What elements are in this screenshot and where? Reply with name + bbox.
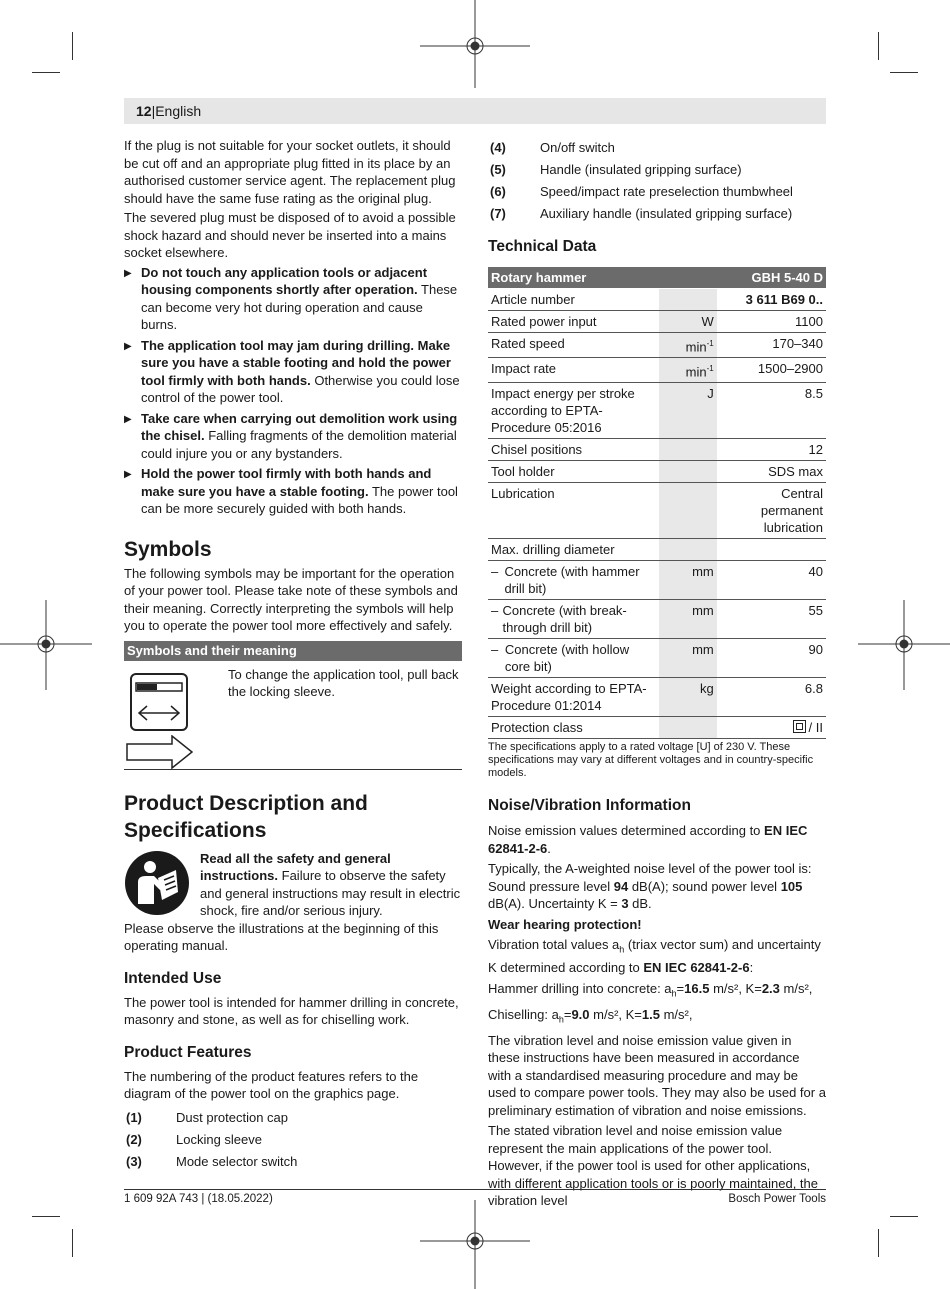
feature-item: (2) Locking sleeve (126, 1131, 262, 1147)
plug-paragraph: If the plug is not suitable for your socket outlets, it should be cut off and an appropriate plug fitted in its place by an authorised customer service agent. The replacement plug should have the same fuse rating as the original plug. (124, 138, 456, 206)
arrow-right-icon (126, 735, 194, 769)
safety-notice (124, 850, 462, 920)
safety-bullets (124, 264, 462, 518)
crop-mark (878, 32, 879, 60)
feature-item: (6) Speed/impact rate preselection thumbwheel (490, 184, 793, 199)
table-row: Weight according to EPTA-Procedure 01:2014 kg 6.8 (488, 678, 826, 717)
feature-item: (4) On/off switch (490, 140, 615, 155)
noise-vibration-title: Noise/Vibration Information (488, 797, 691, 815)
product-features-title: Product Features (124, 1043, 252, 1061)
symbols-intro: The following symbols may be important for the operation of your power tool. Please take note of these symbols and their meaning. Correctly interpreting the symbols will help you to operate the power tool more effectively and safely. (124, 565, 458, 633)
table-row: Protection class / II (488, 717, 826, 739)
page-header: 12|English (124, 98, 826, 124)
feature-list (488, 139, 826, 223)
vibration-measurement-paragraph: The vibration level and noise emission value given in these instructions have been measured in accordance with a standardised measuring procedure and may be used to compare power tools. They may also be used for a preliminary estimation of vibration and noise emissions. (488, 1032, 826, 1118)
safety-bullet: ▶ Take care when carrying out demolition work using the chisel. Falling fragments of the demolition material could injure you or any bystanders. (124, 410, 462, 463)
registration-mark-left (0, 600, 92, 690)
noise-level-paragraph: Typically, the A-weighted noise level of the power tool is: Sound pressure level 94 dB(A); sound power level 105 dB(A). Uncertainty K = 3 dB. (488, 861, 812, 912)
document-number: 1 609 92A 743 | (18.05.2022) (124, 1193, 273, 1205)
table-row: Max. drilling diameter (488, 539, 826, 561)
intended-use-text: The power tool is intended for hammer drilling in concrete, masonry and stone, as well as for chiselling work. (124, 994, 459, 1027)
table-row: Impact rate $\min^{-1}$ 1500–2900 (488, 357, 826, 382)
intended-use-title: Intended Use (124, 969, 222, 987)
left-column (124, 137, 462, 1175)
page-language: English (155, 103, 202, 119)
table-row: Article number 3 611 B69 0.. (488, 288, 826, 310)
observe-illustrations: Please observe the illustrations at the beginning of this operating manual. (124, 920, 439, 953)
safety-bold: Read all the safety and general instructions. (200, 850, 391, 883)
technical-data-note: The specifications apply to a rated voltage [U] of 230 V. These specifications may vary at different voltages and in country-specific models. (488, 741, 814, 780)
page-number: 12 (136, 103, 152, 119)
symbol-description: To change the application tool, pull back the locking sleeve. (228, 666, 459, 699)
crop-mark (890, 72, 918, 73)
registration-mark-bottom (420, 1200, 530, 1289)
table-row: Rated power input W 1100 (488, 310, 826, 332)
vibration-applications-paragraph: The stated vibration level and noise emission value represent the main applications of the power tool. However, if the power tool is used for other applications, with different application tools or is poorly maintained, the vibration level (488, 1123, 819, 1209)
registration-mark-top (420, 0, 530, 90)
feature-item: (7) Auxiliary handle (insulated gripping surface) (490, 206, 793, 221)
feature-item: (1) Dust protection cap (126, 1109, 289, 1125)
registration-mark-right (858, 600, 950, 690)
safety-text: Failure to observe the safety and general instructions may result in electric shock, fire and/or serious injury. (200, 868, 461, 918)
table-row: – Concrete (with hammer drill bit) mm 40 (488, 561, 826, 600)
symbols-table (124, 661, 462, 770)
table-row: Tool holder SDS max (488, 461, 826, 483)
table-row: – Concrete (with break-through drill bit) mm 55 (488, 600, 826, 639)
read-manual-icon (124, 850, 190, 916)
symbols-title: Symbols (124, 537, 212, 561)
feature-list (124, 1109, 462, 1171)
safety-bullet: ▶ Hold the power tool firmly with both hands and make sure you have a stable footing. The power tool can be more securely guided with both hands. (124, 465, 462, 518)
crop-mark (32, 1216, 60, 1217)
table-row: Lubrication Central permanent lubrication (488, 483, 826, 539)
locking-sleeve-icon (130, 673, 188, 731)
vibration-total-paragraph: Vibration total values $a_h$ (triax vector sum) and uncertainty K determined according to EN IEC 62841-2-6: (488, 937, 821, 976)
table-row: Impact energy per stroke according to EPTA-Procedure 05:2016 J 8.5 (488, 383, 826, 439)
severed-plug-paragraph: The severed plug must be disposed of to avoid a possible shock hazard and should never be inserted into a mains socket elsewhere. (124, 210, 456, 260)
safety-bullet: ▶ Do not touch any application tools or adjacent housing components shortly after operation. These can become very hot during operation and cause burns. (124, 264, 462, 334)
table-header-row: Rotary hammer GBH 5-40 D (488, 267, 826, 289)
crop-mark (890, 1216, 918, 1217)
crop-mark (72, 1229, 73, 1257)
crop-mark (32, 72, 60, 73)
chiselling-values: Chiselling: $a_h=9.0$ m/s², K=1.5 m/s², (488, 1006, 693, 1025)
table-row: Chisel positions 12 (488, 439, 826, 461)
table-row: – Concrete (with hollow core bit) mm 90 (488, 639, 826, 678)
feature-item: (5) Handle (insulated gripping surface) (490, 162, 742, 177)
technical-data-table (488, 267, 826, 740)
technical-data-title: Technical Data (488, 237, 597, 255)
brand-footer: Bosch Power Tools (728, 1193, 826, 1205)
crop-mark (72, 32, 73, 60)
table-row: Rated speed $\min^{-1}$ 170–340 (488, 332, 826, 357)
protection-class-icon (793, 720, 806, 733)
right-column (488, 139, 826, 1212)
symbols-table-header: Symbols and their meaning (124, 641, 462, 661)
noise-emission-paragraph: Noise emission values determined according to EN IEC 62841-2-6. (488, 823, 808, 856)
product-features-intro: The numbering of the product features refers to the diagram of the power tool on the graphics page. (124, 1068, 419, 1101)
page-footer (124, 1189, 826, 1205)
safety-bullet: ▶ The application tool may jam during drilling. Make sure you have a stable footing and hold the power tool firmly with both hands. Otherwise you could lose control of the power tool. (124, 337, 462, 407)
product-description-title: Product Description and Specifications (124, 791, 368, 842)
hearing-protection-warning: Wear hearing protection! (488, 916, 642, 932)
feature-item: (3) Mode selector switch (126, 1153, 298, 1169)
hammer-drilling-values: Hammer drilling into concrete: $a_h=16.5$ m/s², K=2.3 m/s², (488, 980, 813, 999)
crop-mark (878, 1229, 879, 1257)
